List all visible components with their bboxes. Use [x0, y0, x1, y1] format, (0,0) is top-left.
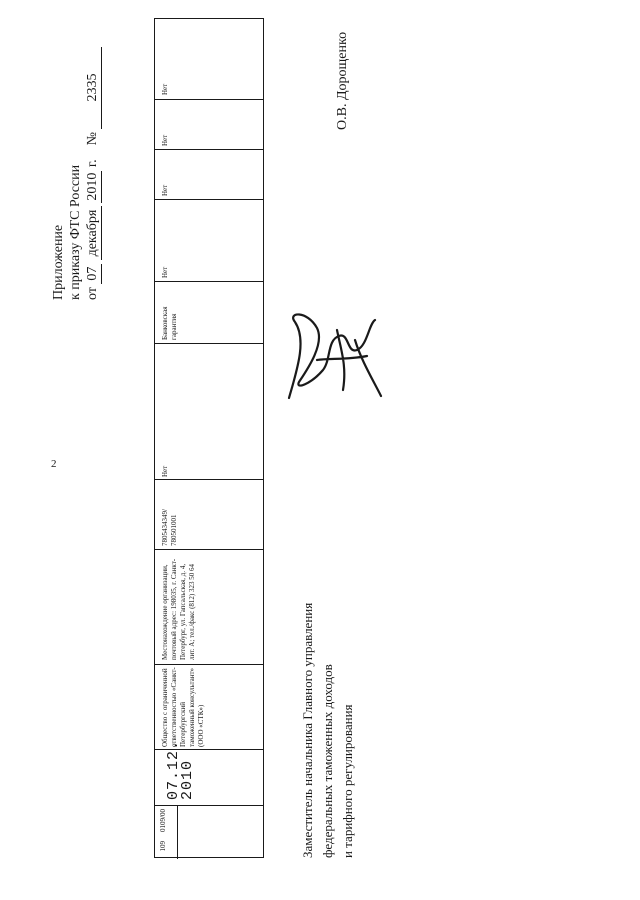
- appendix-order-ref: к приказу ФТС России: [68, 164, 83, 300]
- cell-date: [155, 739, 263, 805]
- date-line-1: 07.12.: [165, 739, 182, 800]
- cell-code: 0109/00: [155, 805, 263, 837]
- cell-no-1: Нет: [155, 343, 263, 479]
- appendix-year: 2010: [85, 172, 100, 201]
- appendix-day: 07: [84, 264, 102, 284]
- appendix-title: Приложение: [51, 224, 66, 300]
- cell-row-number: 109: [159, 841, 167, 852]
- appendix-year-suffix: г.: [85, 159, 100, 168]
- signatory-position: [298, 603, 358, 858]
- appendix-header: [50, 47, 101, 300]
- cell-address: Местонахождение организации, почтовый адрес: 198035, г. Санкт-Петербург, ул. Гапсальская, д. 4, лит. А; тел./факс (812) 323 50 64: [155, 549, 263, 664]
- appendix-date-line: [84, 47, 101, 300]
- date-line-2: 2010: [179, 759, 196, 800]
- page-number: 2: [51, 458, 57, 470]
- registry-table: [154, 18, 264, 858]
- appendix-number: 2335: [84, 47, 102, 129]
- cell-no-2: Нет: [155, 199, 263, 281]
- position-line-2: федеральных таможенных доходов: [320, 664, 335, 858]
- cell-guarantee: Банковская гарантия: [155, 281, 263, 343]
- cell-inn-kpp: 7805434349/ 780501001: [155, 479, 263, 549]
- appendix-prefix: от: [85, 287, 100, 300]
- appendix-num-label: №: [85, 132, 100, 146]
- cell-organization: Общество с ограниченной ответственностью «Санкт-Петербургский таможенный консультант» (ООО «СТК»): [155, 664, 263, 749]
- cell-no-5: Нет: [161, 83, 169, 95]
- cell-no-4: Нет: [155, 99, 263, 149]
- appendix-month: декабря: [84, 206, 102, 260]
- position-line-1: Заместитель начальника Главного управления: [300, 602, 315, 858]
- position-line-3: и тарифного регулирования: [340, 704, 355, 858]
- handwritten-signature: [277, 310, 387, 400]
- cell-no-3: Нет: [155, 149, 263, 199]
- signatory-name: О.В. Дорощенко: [335, 31, 350, 130]
